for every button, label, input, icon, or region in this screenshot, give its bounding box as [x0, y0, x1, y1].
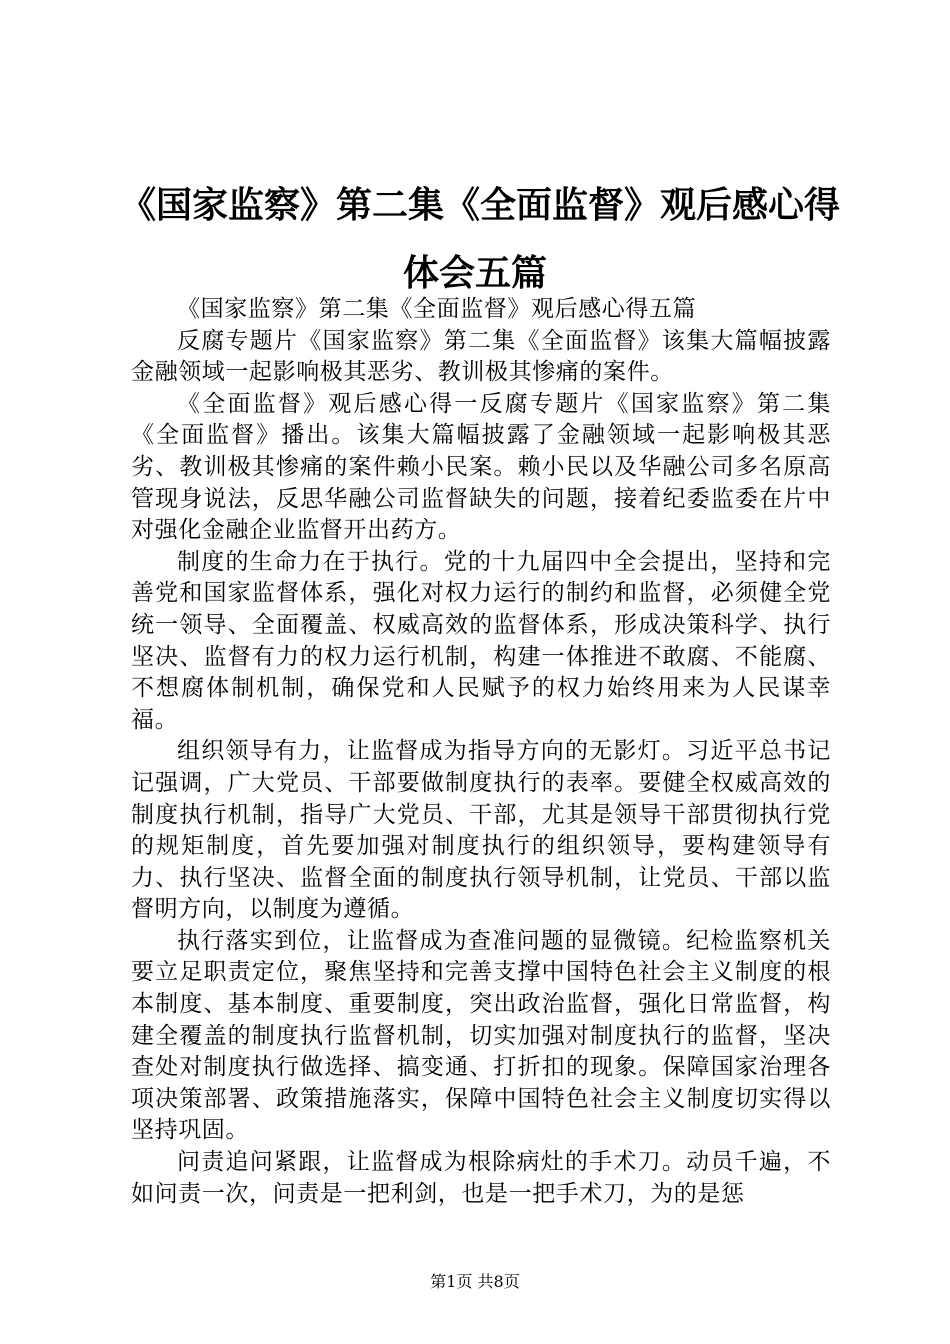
title-line-1: 《国家监察》第二集《全面监督》观后感心得: [120, 185, 841, 226]
paragraph-institution: 制度的生命力在于执行。党的十九届四中全会提出，坚持和完善党和国家监督体系，强化对权力运行的制约和监督，必须健全党统一领导、全面覆盖、权威高效的监督体系，形成决策科学、执行坚决、监督有力的权力运行机制，构建一体推进不敢腐、不能腐、不想腐体制机制，确保党和人民赋予的权力始终用来为人民谋幸福。: [131, 548, 831, 733]
paragraph-subtitle: 《国家监察》第二集《全面监督》观后感心得五篇: [177, 296, 697, 322]
paragraph-execution: 执行落实到位，让监督成为查准问题的显微镜。纪检监察机关要立足职责定位，聚焦坚持和完善支撑中国特色社会主义制度的根本制度、基本制度、重要制度，突出政治监督，强化日常监督，构建全覆盖的制度执行监督机制，切实加强对制度执行的监督，坚决查处对制度执行做选择、搞变通、打折扣的现象。保障国家治理各项决策部署、政策措施落实，保障中国特色社会主义制度切实得以坚持巩固。: [131, 927, 831, 1144]
paragraph-leadership: 组织领导有力，让监督成为指导方向的无影灯。习近平总书记记强调，广大党员、干部要做制度执行的表率。要健全权威高效的制度执行机制，指导广大党员、干部，尤其是领导干部贯彻执行党的规矩制度，首先要加强对制度执行的组织领导，要构建领导有力、执行坚决、监督全面的制度执行领导机制，让党员、干部以监督明方向，以制度为遵循。: [131, 738, 831, 923]
page-number-footer: 第1页 共8页: [430, 1272, 520, 1291]
document-title: [120, 172, 841, 308]
document-body: [131, 294, 831, 1210]
paragraph-accountability: 问责追问紧跟，让监督成为根除病灶的手术刀。动员千遍，不如问责一次，问责是一把利剑，也是一把手术刀，为的是惩: [131, 1149, 831, 1207]
paragraph-intro: 反腐专题片《国家监察》第二集《全面监督》该集大篇幅披露金融领域一起影响极其恶劣、教训极其惨痛的案件。: [131, 327, 831, 386]
title-line-2: 体会五篇: [402, 253, 547, 294]
paragraph-essay-one: 《全面监督》观后感心得一反腐专题片《国家监察》第二集《全面监督》播出。该集大篇幅披露了金融领域一起影响极其恶劣、教训极其惨痛的案件赖小民案。赖小民以及华融公司多名原高管现身说法，反思华融公司监督缺失的问题，接着纪委监委在片中对强化金融企业监督开出药方。: [131, 390, 831, 544]
